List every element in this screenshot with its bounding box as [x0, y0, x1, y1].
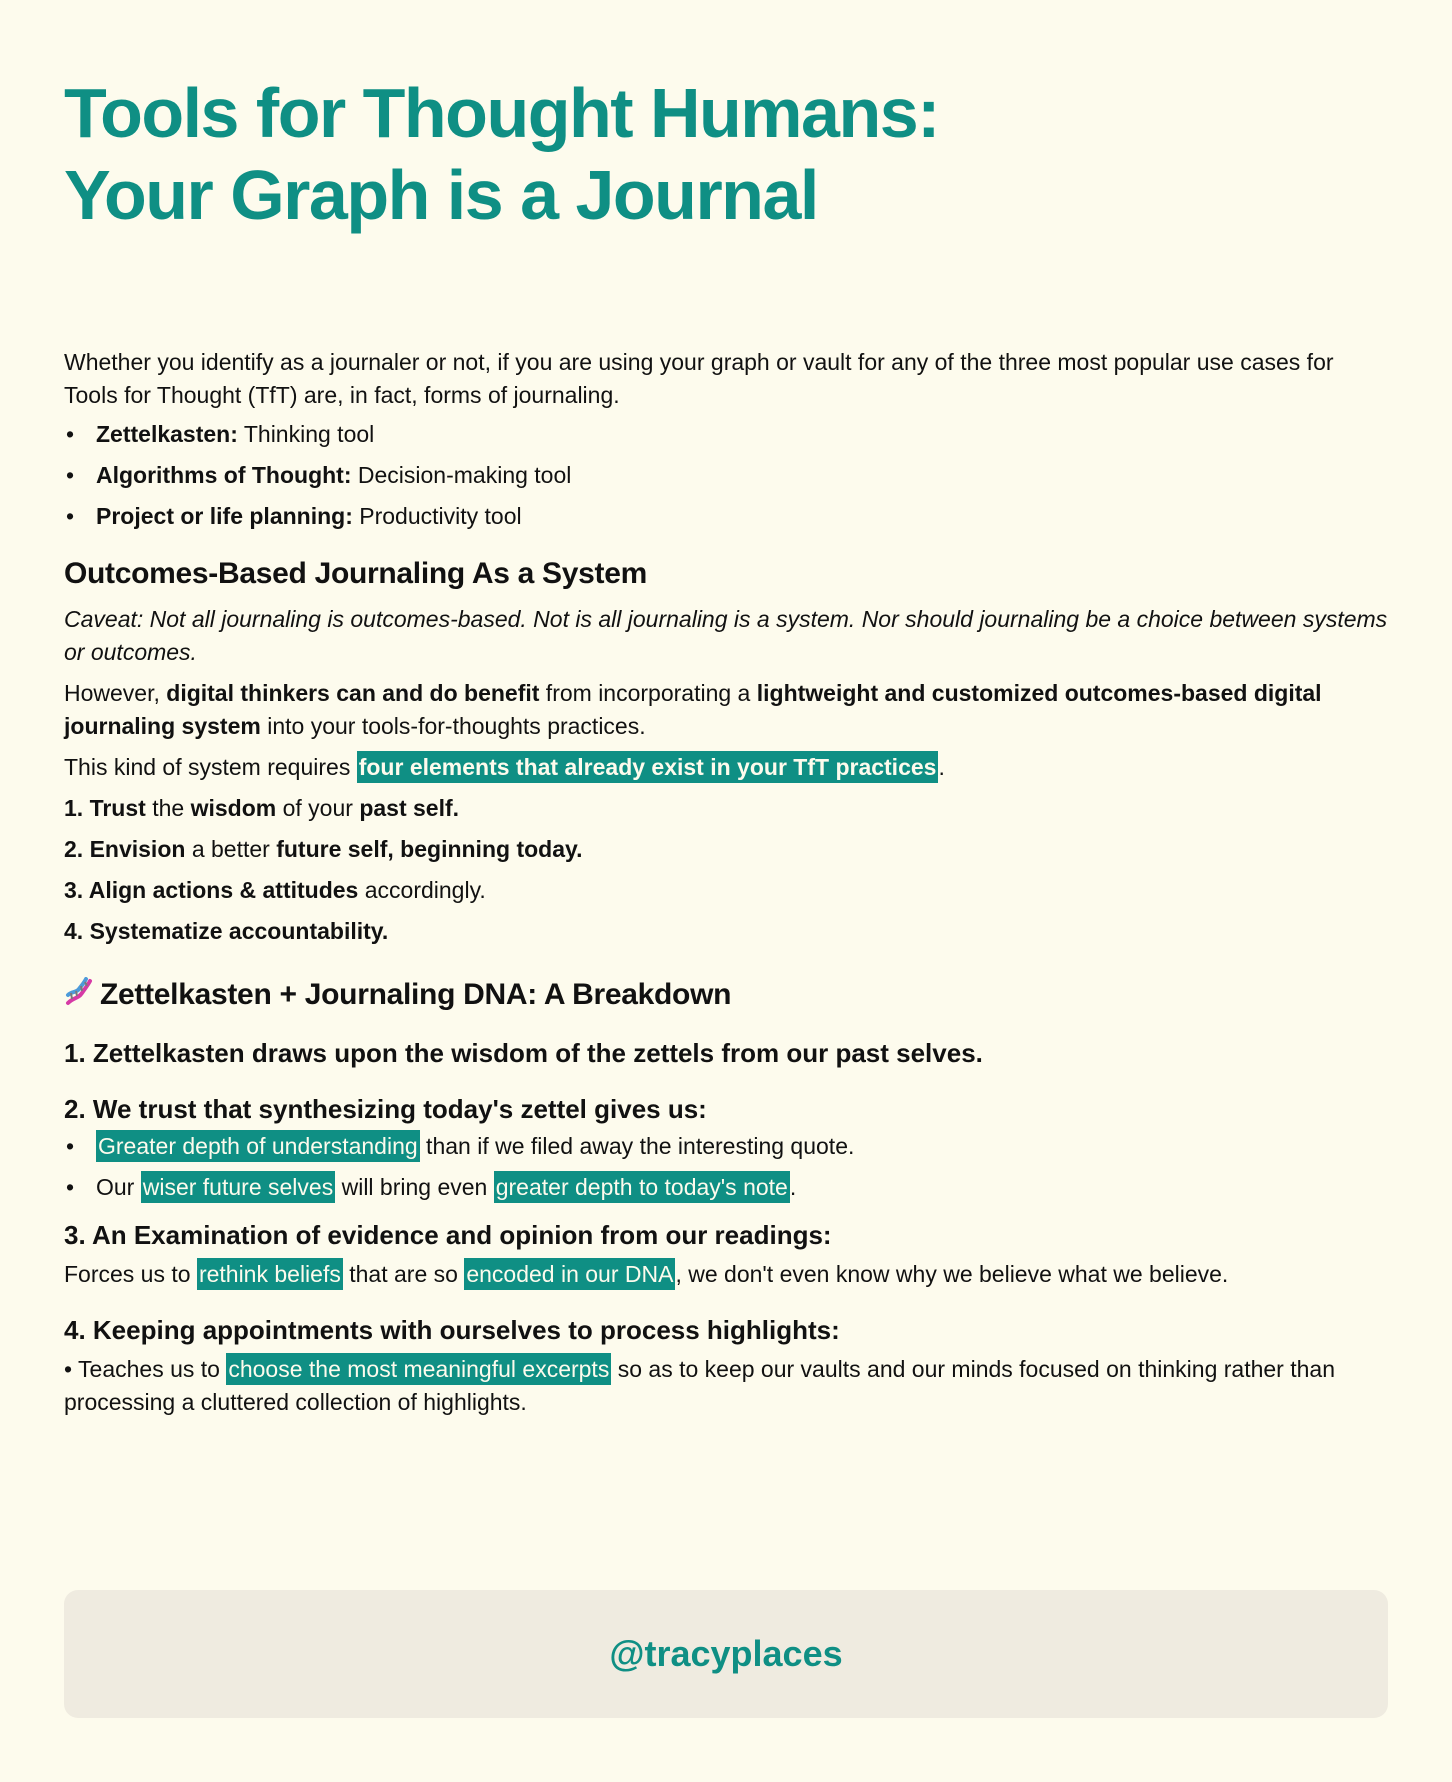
step-4-bold-1: 4. Systematize accountability.	[64, 918, 389, 944]
list-item	[64, 500, 1388, 533]
requires-paragraph	[64, 751, 1388, 784]
highlight-wiser-selves: wiser future selves	[141, 1171, 335, 1203]
breakdown-section	[64, 976, 1388, 1419]
requires-text-1: This kind of system requires	[64, 754, 357, 780]
highlight-rethink-beliefs: rethink beliefs	[197, 1258, 343, 1290]
breakdown-heading-text: Zettelkasten + Journaling DNA: A Breakdown	[100, 978, 732, 1011]
step-2-bold-1: 2. Envision	[64, 836, 186, 862]
highlight-greater-depth: greater depth to today's note	[494, 1171, 790, 1203]
item-3-text-2: that are so	[342, 1261, 465, 1287]
step-2-bold-2: future self, beginning today.	[276, 836, 583, 862]
breakdown-item-3-text	[64, 1258, 1388, 1291]
breakdown-heading	[64, 976, 1388, 1014]
however-text-3: into your tools-for-thoughts practices.	[260, 713, 646, 739]
use-case-list	[64, 418, 1388, 533]
list-item-term: Project or life planning:	[96, 503, 353, 529]
step-2	[64, 833, 1388, 866]
item-2-b2-text-2: will bring even	[335, 1174, 494, 1200]
dna-icon	[64, 977, 94, 1007]
however-text-2: from incorporating a	[539, 680, 757, 706]
list-item-desc: Productivity tool	[352, 503, 522, 529]
step-1	[64, 792, 1388, 825]
however-bold-2: lightweight and customized outcomes-based digital journaling system	[64, 680, 1322, 739]
intro-paragraph: Whether you identify as a journaler or not, if you are using your graph or vault for any of the three most popular use cases for Tools for Thought (TfT) are, in fact, forms of journaling.	[64, 349, 1334, 408]
bullet-glyph: •	[66, 1174, 75, 1200]
item-2-b2-text-3: .	[789, 1174, 797, 1200]
item-3-text-3: , we don't even know why we believe what we believe.	[675, 1261, 1229, 1287]
list-item-term: Zettelkasten:	[96, 421, 238, 447]
page-title	[64, 72, 1388, 236]
breakdown-item-3-heading: 3. An Examination of evidence and opinion from our readings:	[64, 1220, 832, 1250]
list-item-desc: Thinking tool	[237, 421, 375, 447]
bullet-glyph: •	[66, 462, 75, 488]
highlight-encoded-dna: encoded in our DNA	[464, 1258, 675, 1290]
requires-text-2: .	[938, 754, 945, 780]
item-4-text-1: • Teaches us to	[64, 1356, 227, 1382]
list-item	[64, 1171, 1388, 1204]
bullet-glyph: •	[66, 421, 75, 447]
step-1-text-1: the	[145, 795, 191, 821]
title-line-1: Tools for Thought Humans:	[64, 74, 939, 152]
bullet-glyph: •	[66, 1133, 75, 1159]
however-bold-1: digital thinkers can and do benefit	[166, 680, 540, 706]
item-3-text-1: Forces us to	[64, 1261, 197, 1287]
highlight-meaningful-excerpts: choose the most meaningful excerpts	[226, 1353, 611, 1385]
list-item	[64, 418, 1388, 451]
step-2-text-1: a better	[185, 836, 277, 862]
bullet-glyph: •	[66, 503, 75, 529]
list-item-desc: Decision-making tool	[351, 462, 572, 488]
however-text-1: However,	[64, 680, 167, 706]
footer-card	[64, 1590, 1388, 1718]
item-4-text-2: so as to keep our vaults and our minds focused on thinking rather than processing a cluttered collection of highlights.	[64, 1356, 1335, 1415]
list-item	[64, 1130, 1388, 1163]
item-2-b2-text-1: Our	[96, 1174, 141, 1200]
highlight-depth: Greater depth of understanding	[96, 1130, 420, 1162]
step-1-bold-2: wisdom	[190, 795, 277, 821]
list-item	[64, 459, 1388, 492]
step-3	[64, 874, 1388, 907]
step-4	[64, 915, 1388, 948]
step-3-text-1: accordingly.	[358, 877, 486, 903]
breakdown-item-2-heading: 2. We trust that synthesizing today's zettel gives us:	[64, 1094, 707, 1124]
breakdown-item-2-list	[64, 1130, 1388, 1204]
however-paragraph	[64, 677, 1388, 743]
title-line-2: Your Graph is a Journal	[64, 156, 818, 234]
article	[64, 72, 1388, 1419]
step-1-text-2: of your	[276, 795, 360, 821]
outcomes-section	[64, 555, 1388, 948]
requires-highlight: four elements that already exist in your TfT practices	[357, 751, 939, 783]
breakdown-item-4-heading: 4. Keeping appointments with ourselves to process highlights:	[64, 1315, 840, 1345]
step-3-bold-1: 3. Align actions & attitudes	[64, 877, 359, 903]
step-1-bold-3: past self.	[359, 795, 460, 821]
caveat-text: Caveat: Not all journaling is outcomes-based. Not is all journaling is a system. Nor should journaling be a choice between systems or outcomes.	[64, 606, 1388, 665]
list-item-term: Algorithms of Thought:	[96, 462, 352, 488]
author-handle[interactable]: @tracyplaces	[609, 1633, 843, 1674]
step-1-bold-1: 1. Trust	[64, 795, 146, 821]
item-2-b1-rest: than if we filed away the interesting quote.	[419, 1133, 855, 1159]
intro-section	[64, 346, 1388, 533]
outcomes-heading: Outcomes-Based Journaling As a System	[64, 557, 647, 590]
breakdown-item-1-heading: 1. Zettelkasten draws upon the wisdom of the zettels from our past selves.	[64, 1038, 983, 1068]
breakdown-item-4-text	[64, 1353, 1388, 1419]
